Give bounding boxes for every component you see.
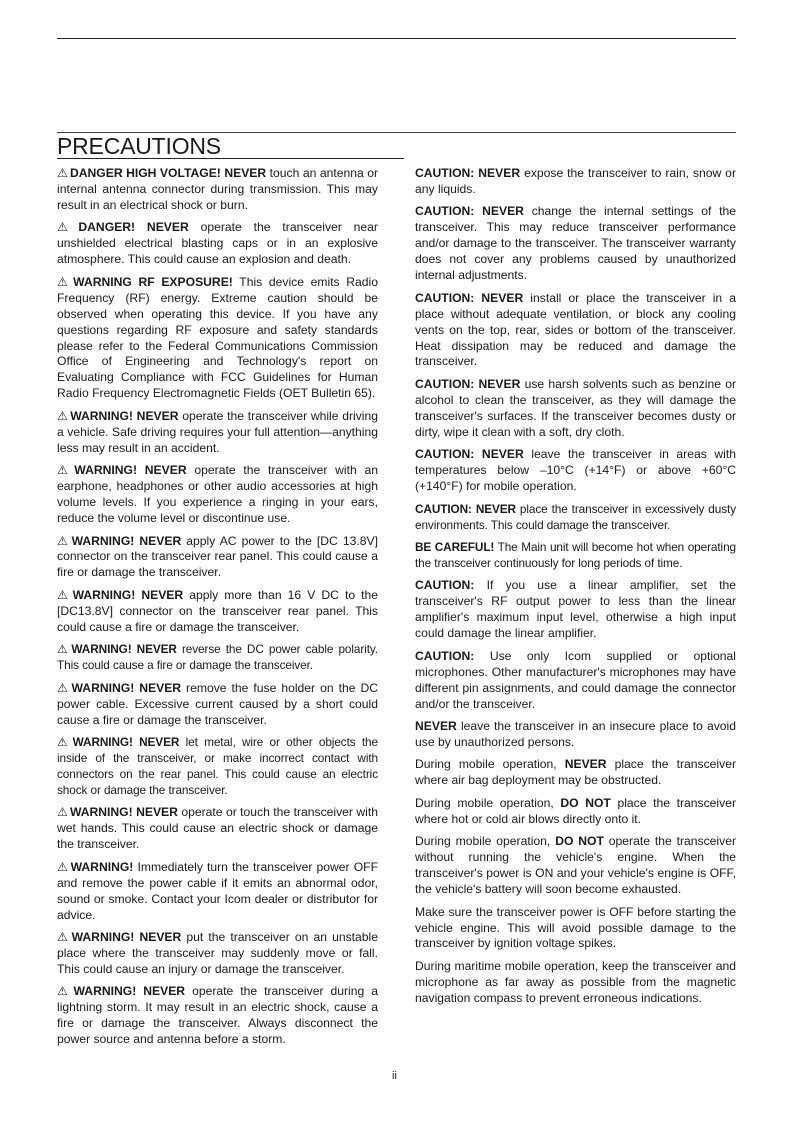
precaution-item	[57, 166, 378, 214]
precaution-label: WARNING! NEVER	[71, 533, 182, 548]
caution-label: DO NOT	[555, 834, 604, 849]
caution-label: NEVER	[415, 719, 457, 734]
warning-triangle-icon: ⚠	[57, 929, 70, 944]
caution-text: change the internal settings of the transceiver. This may reduce transceiver performance and/or damage to the transceiver. The transceiver warranty does not cover any problems caused by unauthorized internal adjustments.	[415, 204, 736, 283]
warning-triangle-icon: ⚠	[57, 533, 70, 548]
precaution-text: operate the transceiver while driving a vehicle. Safe driving requires your full attention—anything less may result in an accident.	[57, 408, 378, 455]
caution-text: operate the transceiver without running the vehicle's engine. When the transceiver's power is ON and your vehicle's engine is OFF, the vehicle's battery will soon become exhausted.	[415, 834, 736, 897]
warning-triangle-icon: ⚠	[57, 587, 71, 602]
warning-triangle-icon: ⚠	[57, 274, 72, 289]
caution-item	[415, 447, 736, 495]
precaution-label: DANGER! NEVER	[78, 220, 189, 235]
caution-item	[415, 578, 736, 642]
precaution-text: operate the transceiver with an earphone, headphones or other audio accessories at high volume levels. If you experience a ringing in your ears, reduce the volume level or discontinue use.	[57, 463, 379, 526]
warning-triangle-icon: ⚠	[57, 408, 69, 423]
precaution-label: WARNING! NEVER	[71, 929, 182, 944]
precaution-item	[57, 463, 378, 527]
right-column	[415, 166, 736, 1013]
precaution-item	[57, 588, 378, 636]
precaution-item	[57, 735, 378, 799]
precaution-text: remove the fuse holder on the DC power cable. Excessive current caused by a short could cause a fire or damage the transceiver.	[57, 680, 378, 727]
caution-label: CAUTION: NEVER	[415, 166, 521, 180]
caution-label: CAUTION: NEVER	[415, 501, 516, 516]
warning-triangle-icon: ⚠	[57, 463, 73, 478]
precaution-label: DANGER HIGH VOLTAGE! NEVER	[70, 166, 267, 180]
precaution-item	[57, 984, 378, 1048]
precaution-text: put the transceiver on an unstable place where the transceiver may suddenly move or fall. This could cause an injury or damage the transceiver.	[57, 929, 379, 976]
precaution-text: reverse the DC power cable polarity. This could cause a fire or damage the transceiver.	[57, 642, 378, 673]
page-number: ii	[392, 1070, 397, 1082]
precaution-item	[57, 409, 378, 457]
caution-label: DO NOT	[560, 795, 611, 810]
precaution-item	[57, 860, 378, 924]
caution-text: If you use a linear amplifier, set the transceiver's RF output power to less than the linear amplifier's maximum input level, otherwise a high input could damage the linear amplifier.	[415, 578, 736, 641]
precaution-text: let metal, wire or other objects the inside of the transceiver, or make incorrect contact with connectors on the rear panel. This could cause an electric shock or damage the transceiver.	[57, 735, 378, 797]
precaution-item	[57, 805, 378, 853]
precaution-item	[57, 534, 378, 582]
caution-label: CAUTION: NEVER	[415, 204, 524, 219]
caution-item	[415, 796, 736, 828]
warning-triangle-icon: ⚠	[57, 735, 71, 749]
caution-label: CAUTION: NEVER	[415, 376, 521, 391]
warning-triangle-icon: ⚠	[57, 166, 68, 180]
precaution-item	[57, 220, 378, 268]
caution-label: CAUTION:	[415, 648, 475, 663]
header-rule	[57, 38, 736, 39]
precaution-label: WARNING RF EXPOSURE!	[73, 274, 233, 289]
caution-label: BE CAREFUL!	[415, 540, 495, 555]
precaution-text: operate or touch the transceiver with wet hands. This could cause an electric shock or damage the transceiver.	[57, 805, 378, 852]
caution-item	[415, 905, 736, 953]
precaution-item	[57, 642, 378, 674]
precaution-text: This device emits Radio Frequency (RF) energy. Extreme caution should be observed when operating this device. If you have any questions regarding RF exposure and safety standards please refer to the Federal Communications Commission Office of Engineering and Technology's report on Evaluating Compliance with FCC Guidelines for Human Radio Frequency Electromagnetic Fields (OET Bulletin 65).	[57, 274, 379, 401]
precaution-label: WARNING! NEVER	[74, 463, 187, 478]
caution-text: Use only Icom supplied or optional microphones. Other manufacturer's microphones may have different pin assignments, and could damage the connector and/or the transceiver.	[415, 648, 736, 711]
page-title: PRECAUTIONS	[57, 133, 221, 159]
warning-triangle-icon: ⚠	[57, 680, 70, 695]
warning-triangle-icon: ⚠	[57, 642, 70, 657]
precaution-text: apply AC power to the [DC 13.8V] connector on the transceiver rear panel. This could cause a fire or damage the transceiver.	[57, 533, 378, 580]
caution-item	[415, 757, 736, 789]
precaution-text: touch an antenna or internal antenna connector during transmission. This may result in an electrical shock or burn.	[57, 166, 378, 212]
precaution-label: WARNING!	[70, 859, 134, 874]
caution-text: expose the transceiver to rain, snow or any liquids.	[415, 166, 736, 196]
title-underline	[57, 158, 404, 159]
warning-triangle-icon: ⚠	[57, 805, 68, 820]
precaution-label: WARNING! NEVER	[70, 408, 179, 423]
caution-item	[415, 834, 736, 898]
caution-text: install or place the transceiver in a place without adequate ventilation, or block any cooling vents on the top, rear, sides or bottom of the transceiver. Heat dissipation may be reduced and damage the transceiver.	[415, 290, 736, 369]
caution-text: leave the transceiver in areas with temperatures below –10°C (+14°F) or above +60°C (+140°F) for mobile operation.	[415, 447, 736, 494]
precaution-label: WARNING! NEVER	[73, 984, 186, 999]
caution-item	[415, 291, 736, 371]
caution-prefix: During mobile operation,	[415, 757, 565, 772]
precaution-label: WARNING! NEVER	[72, 587, 184, 602]
caution-item	[415, 649, 736, 713]
precaution-label: WARNING! NEVER	[71, 680, 182, 695]
caution-prefix: Make sure the transceiver power is OFF before starting the vehicle engine. This will avoid possible damage to the transceiver by ignition voltage spikes.	[415, 904, 736, 951]
caution-prefix: During mobile operation,	[415, 834, 556, 849]
precaution-text: Immediately turn the transceiver power OFF and remove the power cable if it emits an abnormal odor, sound or smoke. Contact your Icom dealer or distributor for advice.	[57, 859, 378, 922]
caution-text: place the transceiver where air bag deployment may be obstructed.	[415, 757, 736, 788]
caution-item	[415, 959, 736, 1007]
caution-item	[415, 502, 736, 534]
caution-label: NEVER	[564, 757, 607, 772]
warning-triangle-icon: ⚠	[57, 984, 72, 999]
precaution-label: WARNING! NEVER	[69, 805, 178, 820]
caution-text: place the transceiver where hot or cold air blows directly onto it.	[415, 795, 736, 826]
precaution-item	[57, 930, 378, 978]
caution-label: CAUTION:	[415, 578, 475, 593]
precaution-text: operate the transceiver near unshielded electrical blasting caps or in an explosive atmosphere. This could cause an explosion and death.	[57, 220, 378, 267]
caution-text: place the transceiver in excessively dusty environments. This could damage the transceiver.	[415, 501, 736, 532]
caution-text: The Main unit will become hot when operating the transceiver continuously for long periods of time.	[415, 540, 736, 570]
precaution-item	[57, 681, 378, 729]
caution-prefix: During mobile operation,	[415, 795, 561, 810]
caution-item	[415, 719, 736, 751]
precaution-item	[57, 275, 378, 403]
caution-label: CAUTION: NEVER	[415, 290, 524, 305]
warning-triangle-icon: ⚠	[57, 859, 69, 874]
caution-label: CAUTION: NEVER	[415, 447, 524, 462]
warning-triangle-icon: ⚠	[57, 220, 77, 235]
caution-prefix: During maritime mobile operation, keep the transceiver and microphone as far away as possible from the magnetic navigation compass to prevent erroneous indications.	[415, 958, 736, 1005]
caution-item	[415, 377, 736, 441]
left-column	[57, 166, 378, 1055]
precaution-label: WARNING! NEVER	[71, 642, 177, 657]
caution-item	[415, 204, 736, 284]
caution-item	[415, 540, 736, 572]
caution-text: use harsh solvents such as benzine or alcohol to clean the transceiver, as they will damage the transceiver's surfaces. If the transceiver becomes dusty or dirty, wipe it clean with a soft, dry cloth.	[415, 376, 736, 439]
precaution-text: operate the transceiver during a lightning storm. It may result in an electric shock, cause a fire or damage the transceiver. Always disconnect the power source and antenna before a storm.	[57, 984, 378, 1047]
caution-item	[415, 166, 736, 198]
caution-text: leave the transceiver in an insecure place to avoid use by unauthorized persons.	[415, 719, 736, 749]
precaution-label: WARNING! NEVER	[72, 735, 180, 749]
precaution-text: apply more than 16 V DC to the [DC13.8V] connector on the transceiver rear panel. This could cause a fire or damage the transceiver.	[57, 587, 379, 634]
